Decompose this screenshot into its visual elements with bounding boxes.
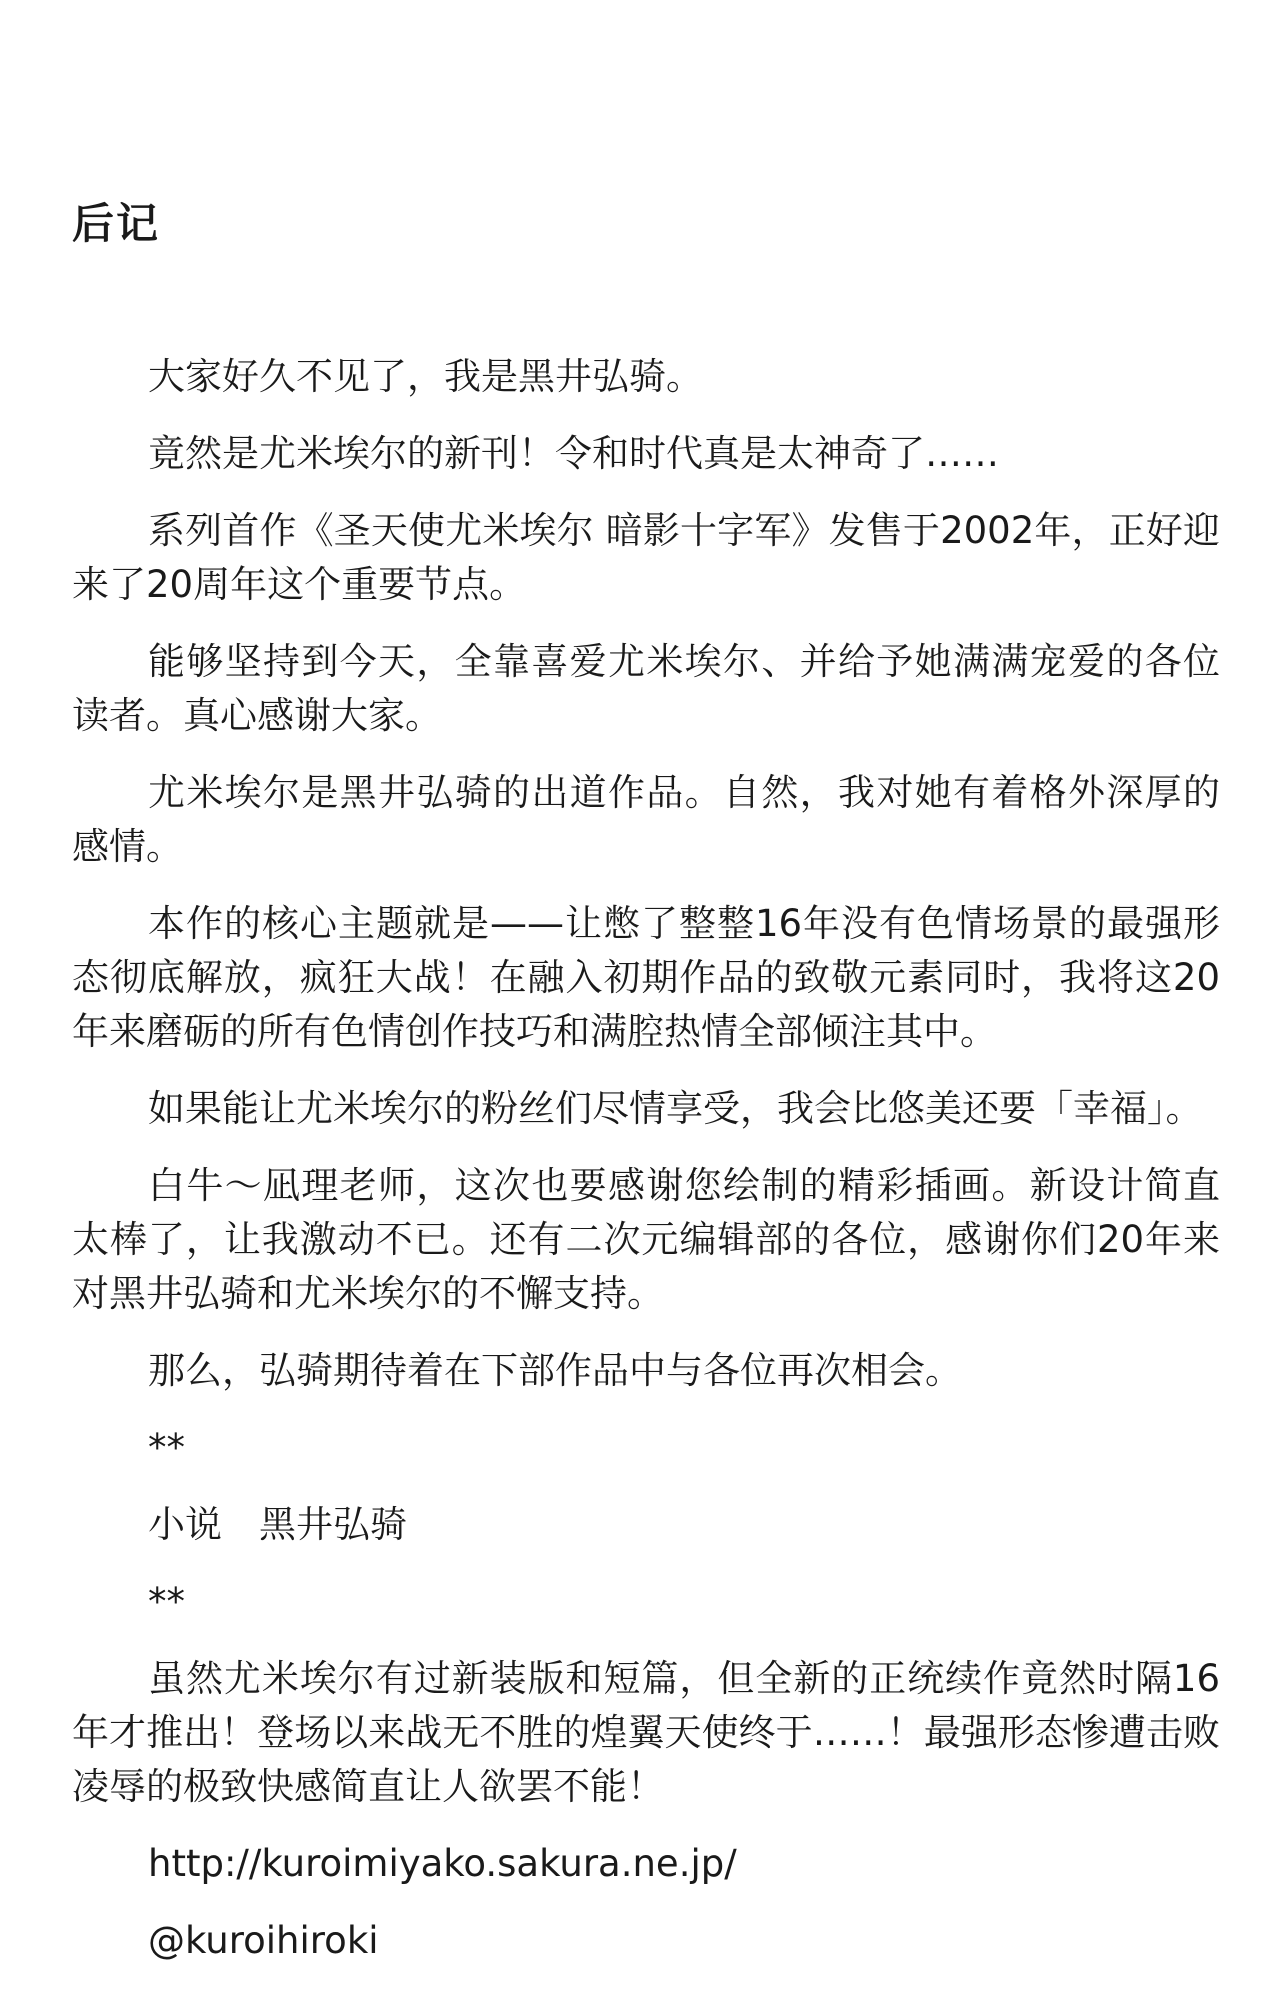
paragraph-thanks-readers: 能够坚持到今天，全靠喜爱尤米埃尔、并给予她满满宠爱的各位读者。真心感谢大家。 (72, 640, 1220, 737)
paragraph-fans: 如果能让尤米埃尔的粉丝们尽情享受，我会比悠美还要「幸福」。 (148, 1087, 1203, 1130)
page-title: 后记 (72, 199, 161, 248)
paragraph-thanks-illustrator: 白牛～凪理老师，这次也要感谢您绘制的精彩插画。新设计简直太棒了，让我激动不已。还有二次元编辑部的各位，感谢你们20年来对黑井弘骑和尤米埃尔的不懈支持。 (72, 1164, 1220, 1315)
paragraph-core-theme: 本作的核心主题就是——让憋了整整16年没有色情场景的最强形态彻底解放，疯狂大战！在融入初期作品的致敬元素同时，我将这20年来磨砺的所有色情创作技巧和满腔热情全部倾注其中。 (72, 902, 1220, 1053)
author-credit: 小说 黑井弘骑 (148, 1503, 407, 1546)
paragraph-series-history: 系列首作《圣天使尤米埃尔 暗影十字军》发售于2002年，正好迎来了20周年这个重要节点。 (72, 509, 1220, 606)
separator: ** (148, 1580, 185, 1623)
separator: ** (148, 1426, 185, 1469)
paragraph-farewell: 那么，弘骑期待着在下部作品中与各位再次相会。 (148, 1349, 962, 1392)
paragraph-debut-work: 尤米埃尔是黑井弘骑的出道作品。自然，我对她有着格外深厚的感情。 (72, 771, 1220, 868)
social-handle[interactable]: @kuroihiroki (148, 1919, 379, 1962)
paragraph-blurb: 虽然尤米埃尔有过新装版和短篇，但全新的正统续作竟然时隔16年才推出！登场以来战无不胜的煌翼天使终于……！最强形态惨遭击败凌辱的极致快感简直让人欲罢不能！ (72, 1657, 1220, 1808)
afterword-body (72, 350, 1220, 1991)
website-link[interactable]: http://kuroimiyako.sakura.ne.jp/ (148, 1842, 737, 1885)
paragraph-new-volume: 竟然是尤米埃尔的新刊！令和时代真是太神奇了…… (148, 432, 999, 475)
paragraph-greeting: 大家好久不见了，我是黑井弘骑。 (148, 355, 703, 398)
